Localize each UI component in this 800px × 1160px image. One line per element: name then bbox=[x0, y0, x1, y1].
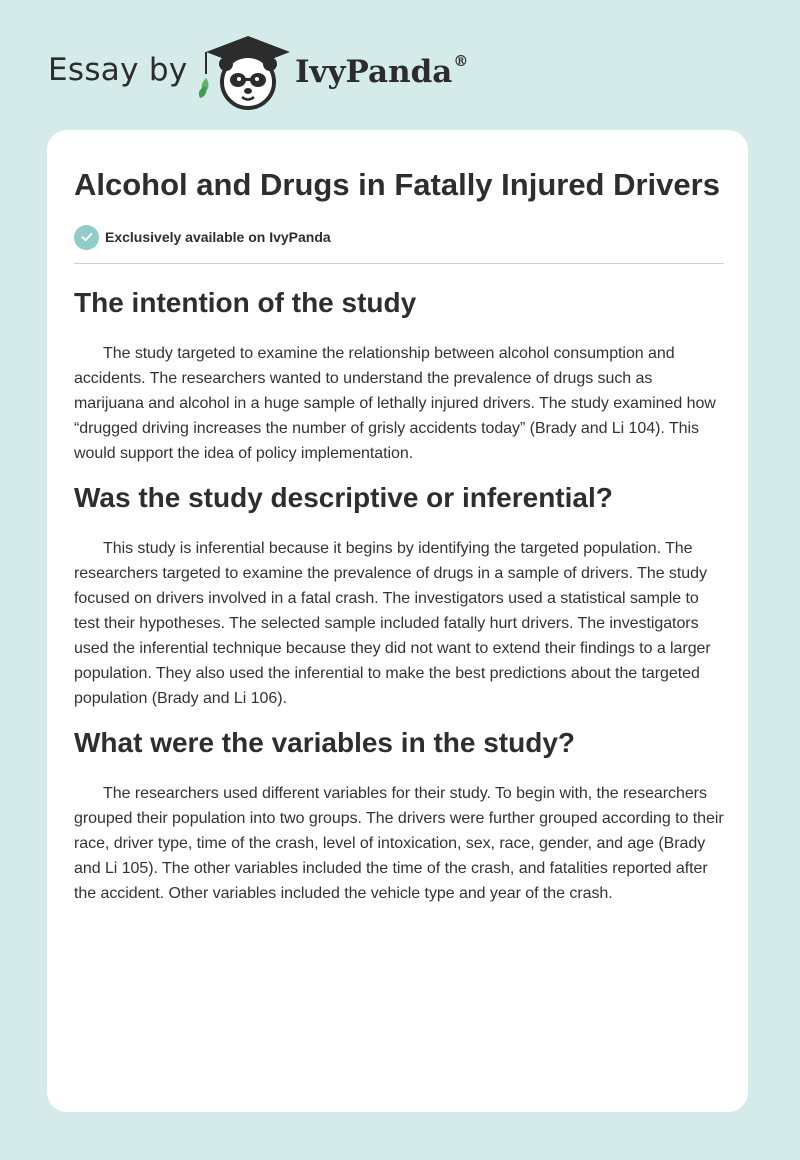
title-divider bbox=[74, 263, 724, 264]
exclusive-badge-text: Exclusively available on IvyPanda bbox=[105, 229, 331, 245]
section-heading: The intention of the study bbox=[74, 287, 417, 318]
essay-by-label: Essay by bbox=[48, 52, 188, 88]
page-title: Alcohol and Drugs in Fatally Injured Drivers bbox=[74, 167, 720, 202]
exclusive-badge bbox=[74, 223, 724, 251]
section-heading: Was the study descriptive or inferential? bbox=[74, 482, 613, 513]
section-paragraph: The researchers used different variables for their study. To begin with, the researchers grouped their population into two groups. The drivers were further grouped according to their race, driver type, time of the crash, level of intoxication, sex, race, gender, and age (Brady and Li 105). The other variables included the time of the crash, and fatalities reported after the accident. Other variables included the vehicle type and year of the crash. bbox=[74, 785, 724, 902]
essay-card bbox=[47, 130, 748, 1112]
section-paragraph: The study targeted to examine the relationship between alcohol consumption and accidents. The researchers wanted to understand the prevalence of drugs such as marijuana and alcohol in a huge sample of lethally injured drivers. The study examined how “drugged driving increases the number of grisly accidents today” (Brady and Li 104). This would support the idea of policy implementation. bbox=[74, 345, 716, 462]
site-header bbox=[48, 30, 548, 110]
registered-mark: ® bbox=[453, 52, 469, 70]
brand-name[interactable] bbox=[295, 54, 468, 90]
panda-graduate-icon[interactable] bbox=[198, 30, 298, 112]
essay-content bbox=[74, 164, 724, 906]
brand-name-text: IvyPanda bbox=[295, 54, 453, 90]
section-heading: What were the variables in the study? bbox=[74, 727, 576, 758]
section-paragraph: This study is inferential because it begins by identifying the targeted population. The researchers targeted to examine the prevalence of drugs in a sample of drivers. The study focused on drivers involved in a fatal crash. The investigators used a statistical sample to test their hypotheses. The selected sample included fatally hurt drivers. The investigators used the inferential technique because they did not want to extend their findings to a larger population. They also used the inferential to make the best predictions about the targeted population (Brady and Li 106). bbox=[74, 540, 711, 707]
check-circle-icon bbox=[74, 225, 99, 250]
